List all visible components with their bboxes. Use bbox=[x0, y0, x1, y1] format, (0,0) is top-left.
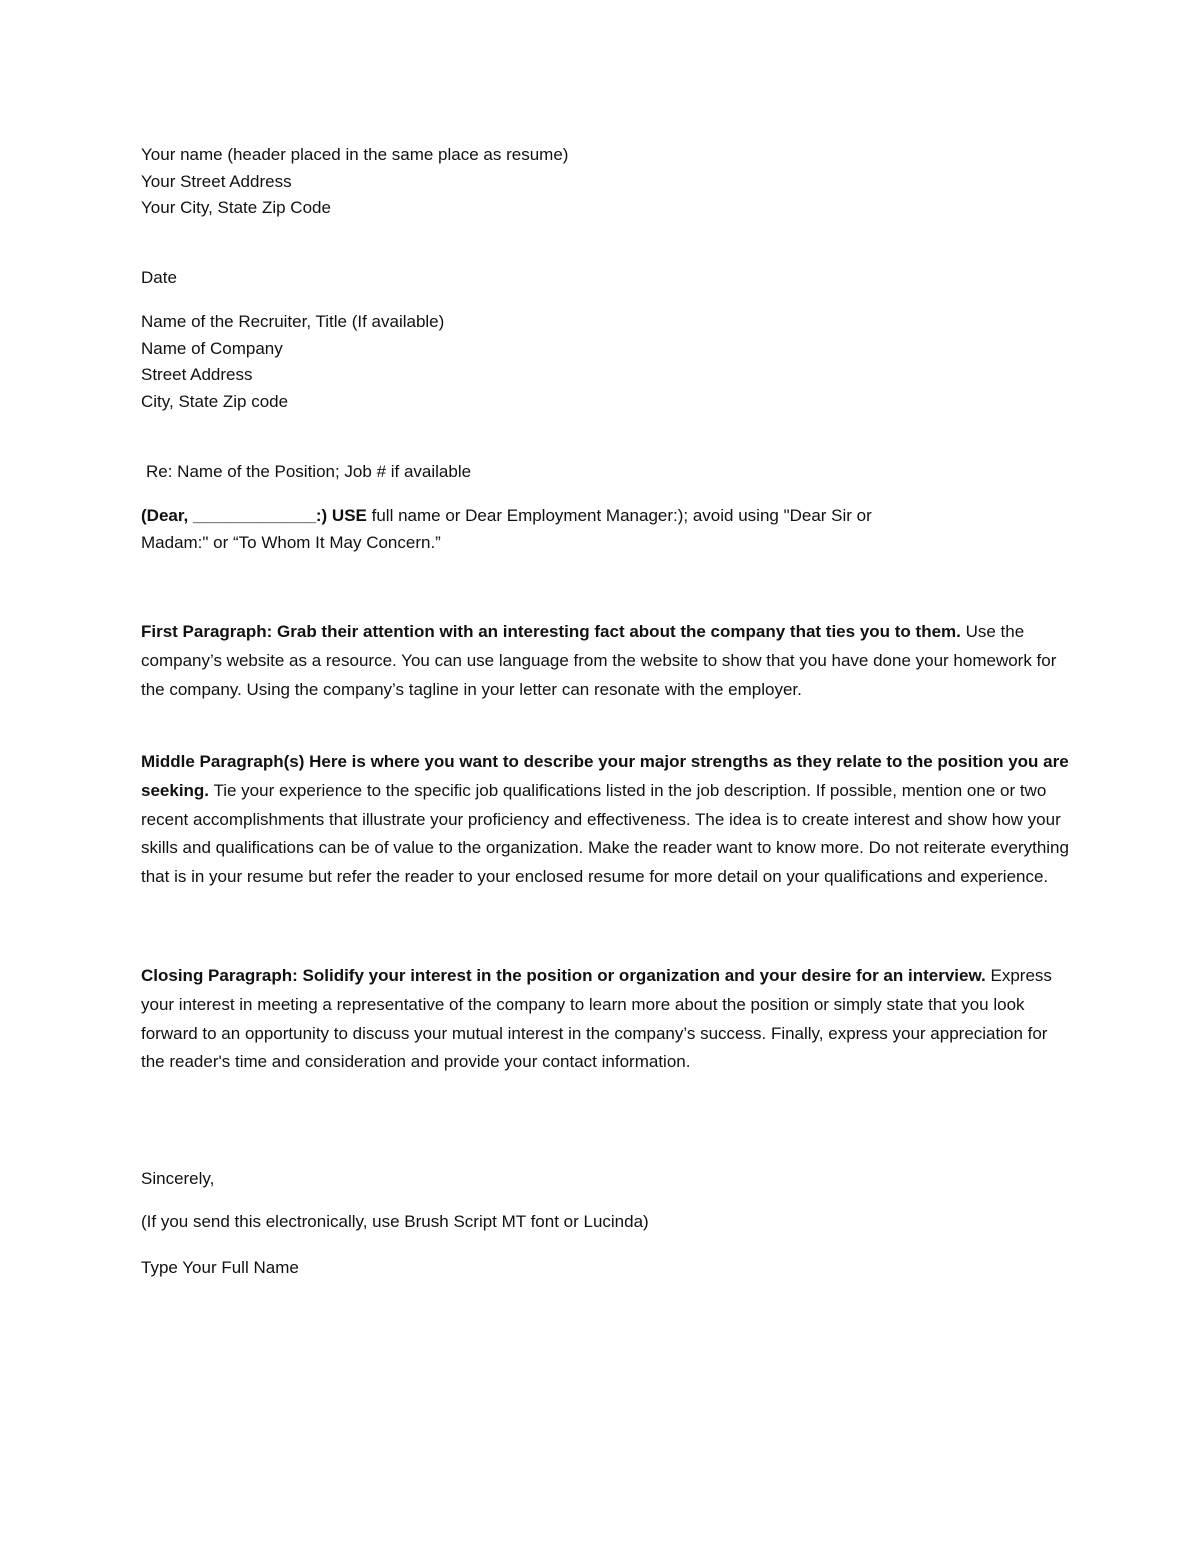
sender-address bbox=[141, 142, 1071, 222]
closing bbox=[141, 1166, 1071, 1193]
recipient-name-line: Name of the Recruiter, Title (If available) bbox=[141, 312, 445, 331]
salutation-line-1 bbox=[141, 503, 1071, 530]
first-paragraph bbox=[141, 618, 1071, 704]
first-paragraph-body: Use the company’s website as a resource. You can use language from the website to show that you have done your homework for the company. Using the company’s tagline in your letter can resonate with the employer. bbox=[141, 622, 1057, 699]
middle-paragraph-body: Tie your experience to the specific job qualifications listed in the job description. If possible, mention one or two recent accomplishments that illustrate your proficiency and effectiveness. The idea is to create interest and show how your skills and qualifications can be of value to the organization. Make the reader want to know more. Do not reiterate everything that is in your resume but refer the reader to your enclosed resume for more detail on your qualifications and experience. bbox=[141, 780, 1069, 887]
salutation-bold: (Dear, _____________:) USE bbox=[141, 506, 367, 525]
recipient-company: Name of Company bbox=[141, 338, 283, 358]
middle-paragraph-heading: Middle Paragraph(s) Here is where you want to describe your major strengths as they relate to the position you are seeking. bbox=[141, 752, 1069, 800]
salutation-line-2: Madam:" or “To Whom It May Concern.” bbox=[141, 532, 441, 552]
signature-note-text: (If you send this electronically, use Brush Script MT font or Lucinda) bbox=[141, 1212, 649, 1231]
sender-city-line: Your City, State Zip Code bbox=[141, 198, 331, 217]
closing-text: Sincerely, bbox=[141, 1169, 215, 1188]
recipient-address bbox=[141, 309, 1071, 415]
re-line bbox=[146, 459, 1076, 486]
middle-paragraph bbox=[141, 748, 1071, 892]
recipient-street: Street Address bbox=[141, 365, 253, 384]
closing-paragraph-body: Express your interest in meeting a representative of the company to learn more about the position or simply state that you look forward to an opportunity to discuss your mutual interest in the company’s success. Finally, express your appreciation for the reader's time and consideration and provide your contact information. bbox=[141, 966, 1052, 1072]
first-paragraph-text bbox=[141, 618, 1071, 704]
date-text: Date bbox=[141, 268, 177, 287]
sender-street: Your Street Address bbox=[141, 171, 292, 191]
salutation-rest: full name or Dear Employment Manager:); avoid using "Dear Sir or bbox=[366, 506, 872, 525]
full-name-text: Type Your Full Name bbox=[141, 1258, 299, 1277]
re-line-text: Re: Name of the Position; Job # if available bbox=[146, 462, 472, 481]
sender-name-line: Your name (header placed in the same place as resume) bbox=[141, 145, 569, 164]
letter-date bbox=[141, 265, 1071, 292]
closing-paragraph bbox=[141, 962, 1071, 1077]
full-name bbox=[141, 1255, 1071, 1282]
middle-paragraph-text bbox=[141, 748, 1071, 892]
signature-note bbox=[141, 1209, 1071, 1236]
recipient-city-line: City, State Zip code bbox=[141, 391, 289, 411]
closing-paragraph-text bbox=[141, 962, 1071, 1077]
first-paragraph-heading: First Paragraph: Grab their attention with an interesting fact about the company that ties you to them. bbox=[141, 622, 961, 641]
salutation bbox=[141, 503, 1071, 556]
closing-paragraph-heading: Closing Paragraph: Solidify your interest in the position or organization and your desire for an interview. bbox=[141, 966, 986, 985]
